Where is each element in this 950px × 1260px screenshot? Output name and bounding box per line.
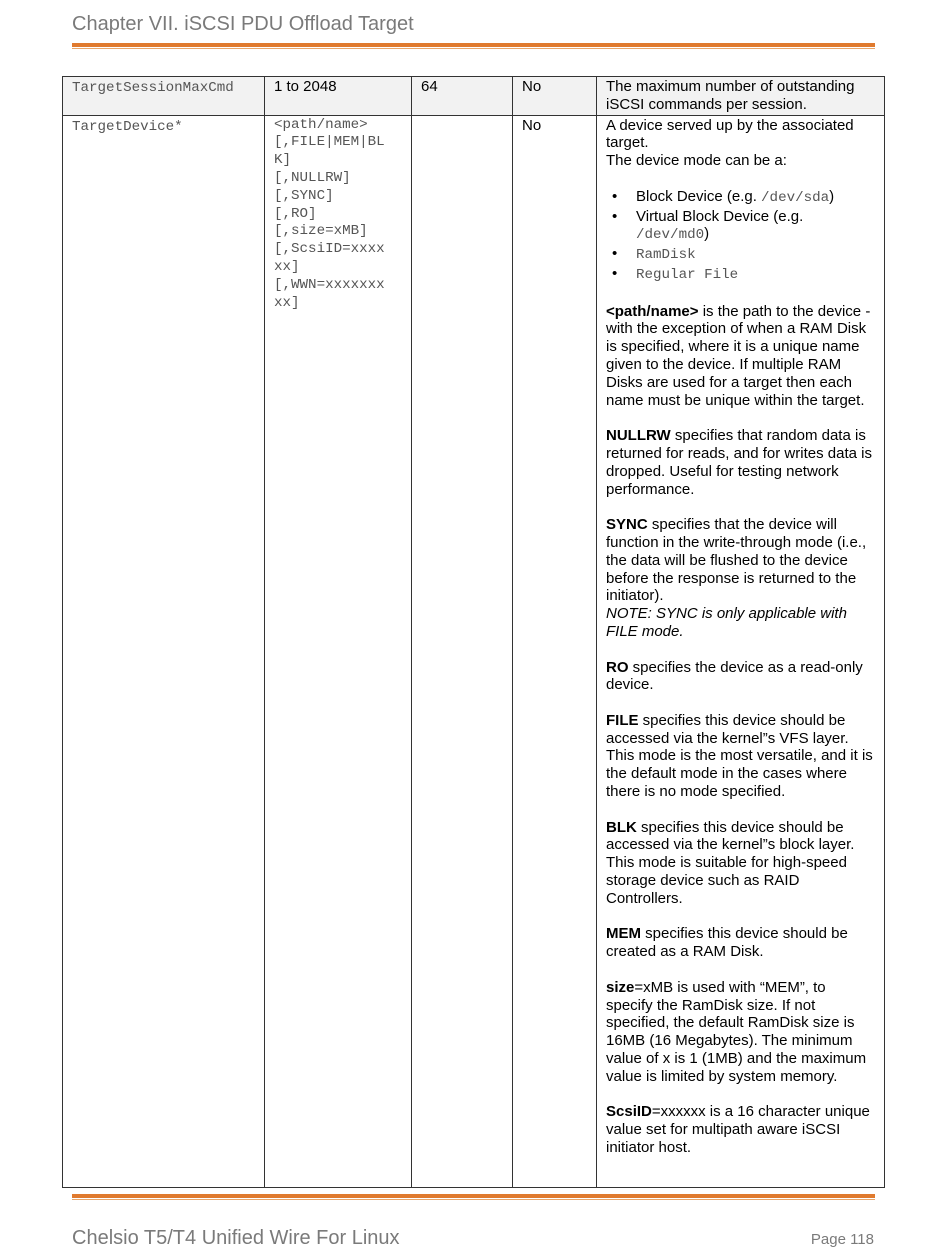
size-paragraph (606, 979, 875, 1086)
term-text: is the path to the device - with the exception of when a RAM Disk is specified, where it is a unique name given to the device. If multiple RAM Disks are used for a target then each name must be unique within the target. (606, 302, 871, 409)
param-values-cell (265, 77, 412, 116)
mode-code: /dev/md0 (636, 227, 705, 244)
syntax-line: [,RO] (274, 205, 317, 222)
term: <path/name> (606, 302, 699, 320)
term: size (606, 978, 635, 996)
syntax-line: [,size=xMB] (274, 223, 368, 240)
param-multiple-cell (513, 77, 597, 116)
table-row (63, 115, 885, 1187)
list-item (606, 265, 875, 285)
nullrw-paragraph (606, 427, 875, 498)
param-name-cell (63, 77, 265, 116)
mode-text: ) (704, 225, 710, 243)
mode-text: Virtual Block Device (e.g. (636, 207, 804, 225)
mode-code: Regular File (636, 266, 739, 283)
sync-note (606, 605, 875, 641)
param-default-cell (412, 77, 513, 116)
intro-line: The device mode can be a: (606, 152, 787, 170)
document-title: Chelsio T5/T4 Unified Wire For Linux (72, 1227, 400, 1249)
term: FILE (606, 711, 639, 729)
file-paragraph (606, 712, 875, 801)
sync-paragraph (606, 516, 875, 605)
ro-paragraph (606, 659, 875, 695)
intro-line: A device served up by the associated target. (606, 116, 854, 152)
param-name-cell (63, 115, 265, 1187)
mode-code: /dev/sda (761, 189, 830, 206)
syntax-line: <path/name> (274, 116, 368, 133)
param-values: 1 to 2048 (274, 78, 337, 95)
term: MEM (606, 925, 641, 943)
term-text: specifies the device as a read-only device. (606, 658, 863, 694)
param-syntax-cell (265, 115, 412, 1187)
mode-code: RamDisk (636, 247, 696, 264)
device-mode-list (606, 188, 875, 285)
list-item (606, 245, 875, 265)
syntax-line: xx] (274, 258, 300, 275)
footer-rule-thin (72, 1199, 875, 1200)
syntax-line: [,WWN=xxxxxxx (274, 276, 385, 293)
mem-paragraph (606, 925, 875, 961)
mode-text: ) (829, 187, 835, 205)
syntax-line: K] (274, 152, 292, 169)
term-text: specifies that random data is returned for reads, and for writes data is dropped. Useful for testing network performance. (606, 427, 872, 498)
term-text: =xxxxxx is a 16 character unique value set for multipath aware iSCSI initiator host. (606, 1103, 870, 1157)
param-name: TargetDevice* (72, 118, 183, 135)
term-text: specifies this device should be accessed via the kernel”s block layer. This mode is suitable for high-speed storage device such as RAID Controllers. (606, 818, 855, 907)
param-description-cell (597, 77, 885, 116)
list-item (606, 208, 875, 246)
param-description-cell (597, 115, 885, 1187)
param-default: 64 (421, 78, 438, 95)
term: BLK (606, 818, 637, 836)
term: ScsiID (606, 1103, 652, 1121)
scsiid-paragraph (606, 1103, 875, 1156)
chapter-title: Chapter VII. iSCSI PDU Offload Target (72, 13, 414, 35)
term: NULLRW (606, 427, 671, 445)
path-paragraph (606, 303, 875, 410)
param-multiple: No (522, 116, 542, 134)
term-text: specifies this device should be created as a RAM Disk. (606, 925, 848, 961)
syntax-line: [,SYNC] (274, 187, 334, 204)
syntax-line: xx] (274, 294, 300, 311)
page-number: Page 118 (810, 1231, 874, 1248)
syntax-line: [,FILE|MEM|BL (274, 134, 385, 151)
term-text: specifies this device should be accessed via the kernel”s VFS layer. This mode is the most versatile, and it is the default mode in the cases where there is no mode specified. (606, 711, 873, 801)
param-name: TargetSessionMaxCmd (72, 80, 234, 96)
param-default-cell (412, 115, 513, 1187)
term-text: specifies that the device will function in the write-through mode (i.e., the data will be flushed to the device before the response is returned to the initiator). (606, 516, 867, 605)
list-item (606, 188, 875, 208)
note-text: NOTE: SYNC is only applicable with FILE mode. (606, 605, 847, 640)
syntax-line: [,NULLRW] (274, 169, 351, 186)
blk-paragraph (606, 819, 875, 908)
term: RO (606, 658, 629, 676)
header-rule-thin (72, 48, 875, 49)
parameter-table (62, 76, 885, 1188)
table-row (63, 77, 885, 116)
mode-text: Block Device (e.g. (636, 187, 762, 205)
param-multiple-cell (513, 115, 597, 1187)
param-description: The maximum number of outstanding iSCSI commands per session. (606, 78, 855, 113)
term: SYNC (606, 516, 648, 534)
footer-rule (72, 1194, 875, 1198)
term-text: =xMB is used with “MEM”, to specify the RamDisk size. If not specified, the default RamDisk size is 16MB (16 Megabytes). The minimum value of x is 1 (1MB) and the maximum value is limited by system memory. (606, 978, 867, 1085)
header-rule (72, 43, 875, 47)
syntax-line: [,ScsiID=xxxx (274, 241, 385, 258)
param-multiple: No (522, 78, 542, 95)
